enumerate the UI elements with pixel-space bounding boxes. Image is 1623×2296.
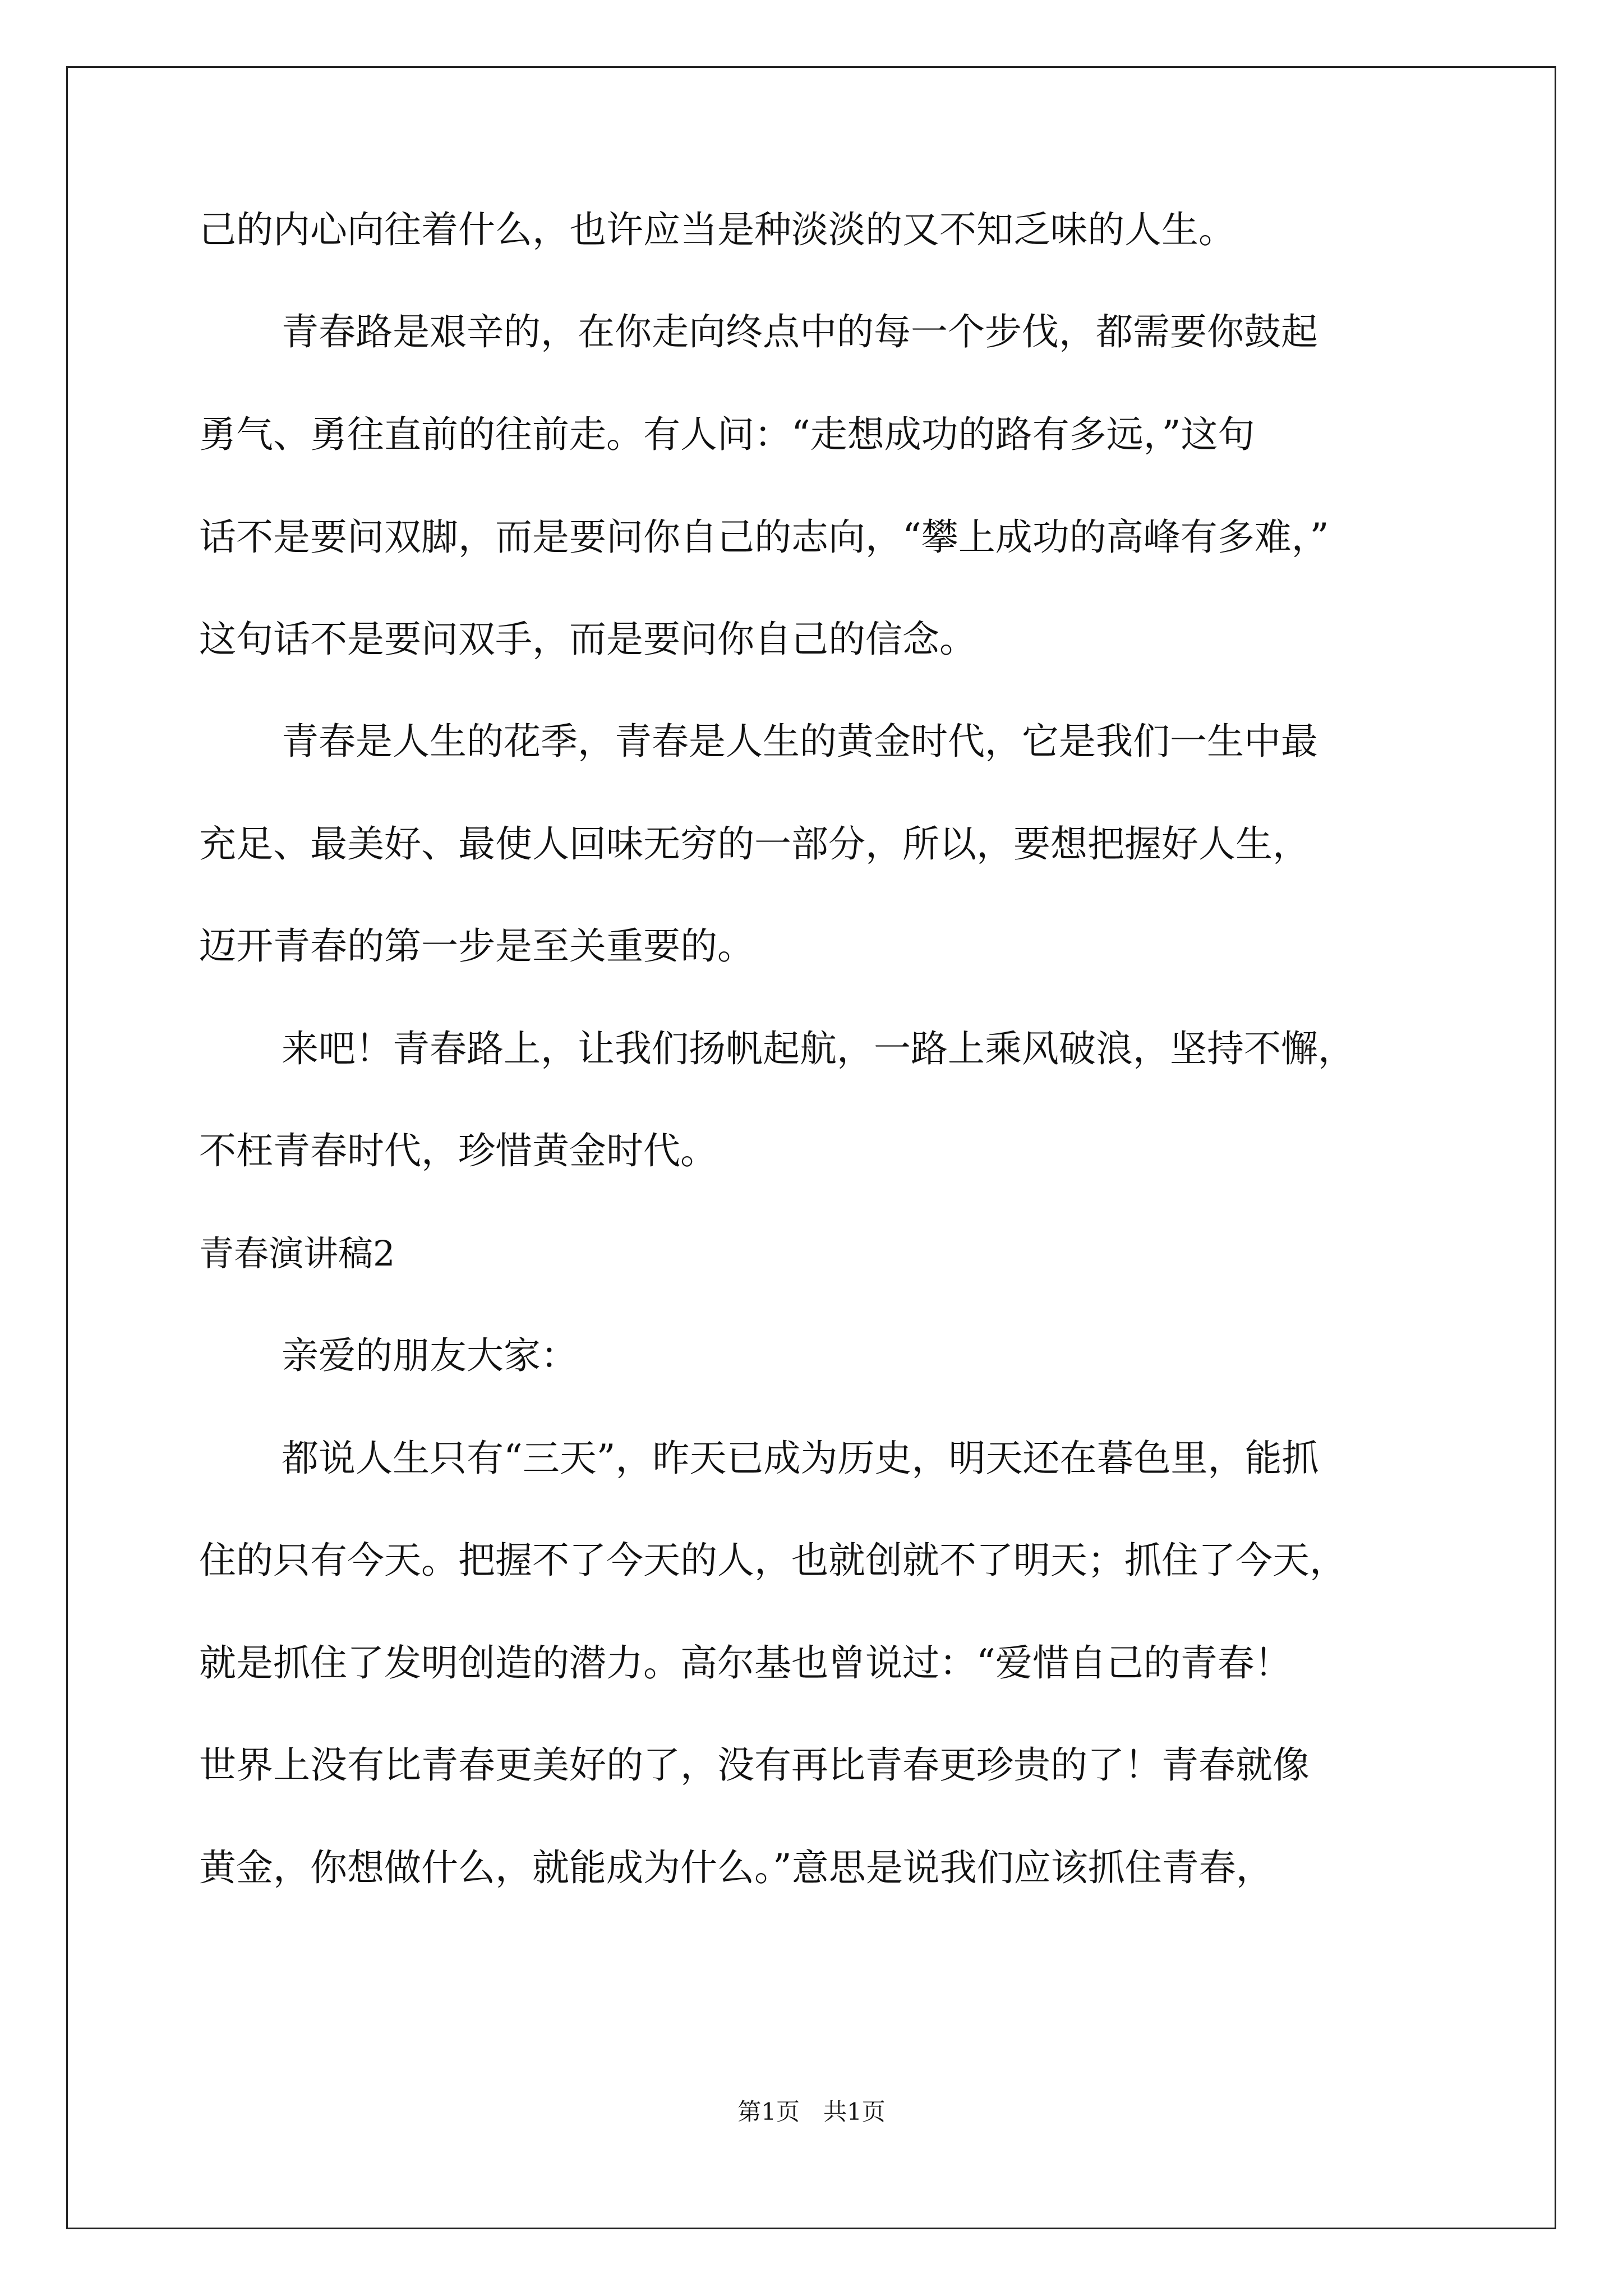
text-line: 就是抓住了发明创造的潜力。高尔基也曾说过：“爱惜自己的青春！	[199, 1641, 1292, 1685]
text-line: 青春路是艰辛的，在你走向终点中的每一个步伐，都需要你鼓起	[282, 310, 1318, 353]
text-line: 世界上没有比青春更美好的了，没有再比青春更珍贵的了！青春就像	[199, 1743, 1310, 1787]
text-line: 话不是要问双脚，而是要问你自己的志向，“攀上成功的高峰有多难，”	[199, 516, 1329, 559]
text-line: 来吧！青春路上，让我们扬帆起航，一路上乘风破浪，坚持不懈，	[282, 1027, 1355, 1070]
text-line: 勇气、勇往直前的往前走。有人问：“走想成功的路有多远，”这句	[199, 413, 1255, 456]
text-line: 充足、最美好、最使人回味无穷的一部分，所以，要想把握好人生，	[199, 822, 1310, 866]
page-number-footer: 第1页 共1页	[737, 2098, 886, 2125]
text-line: 青春是人生的花季，青春是人生的黄金时代，它是我们一生中最	[282, 720, 1318, 763]
text-line: 都说人生只有“三天”，昨天已成为历史，明天还在暮色里，能抓	[282, 1437, 1319, 1480]
text-line: 己的内心向往着什么，也许应当是种淡淡的又不知乏味的人生。	[199, 208, 1235, 251]
text-line: 这句话不是要问双手，而是要问你自己的信念。	[199, 618, 976, 661]
section-heading: 青春演讲稿2	[199, 1233, 395, 1274]
text-line: 迈开青春的第一步是至关重要的。	[199, 924, 754, 968]
text-line: 不枉青春时代，珍惜黄金时代。	[199, 1129, 717, 1172]
text-line: 住的只有今天。把握不了今天的人，也就创就不了明天；抓住了今天，	[199, 1539, 1347, 1582]
text-line: 黄金，你想做什么，就能成为什么。”意思是说我们应该抓住青春，	[199, 1846, 1273, 1889]
text-line: 亲爱的朋友大家：	[282, 1334, 578, 1377]
